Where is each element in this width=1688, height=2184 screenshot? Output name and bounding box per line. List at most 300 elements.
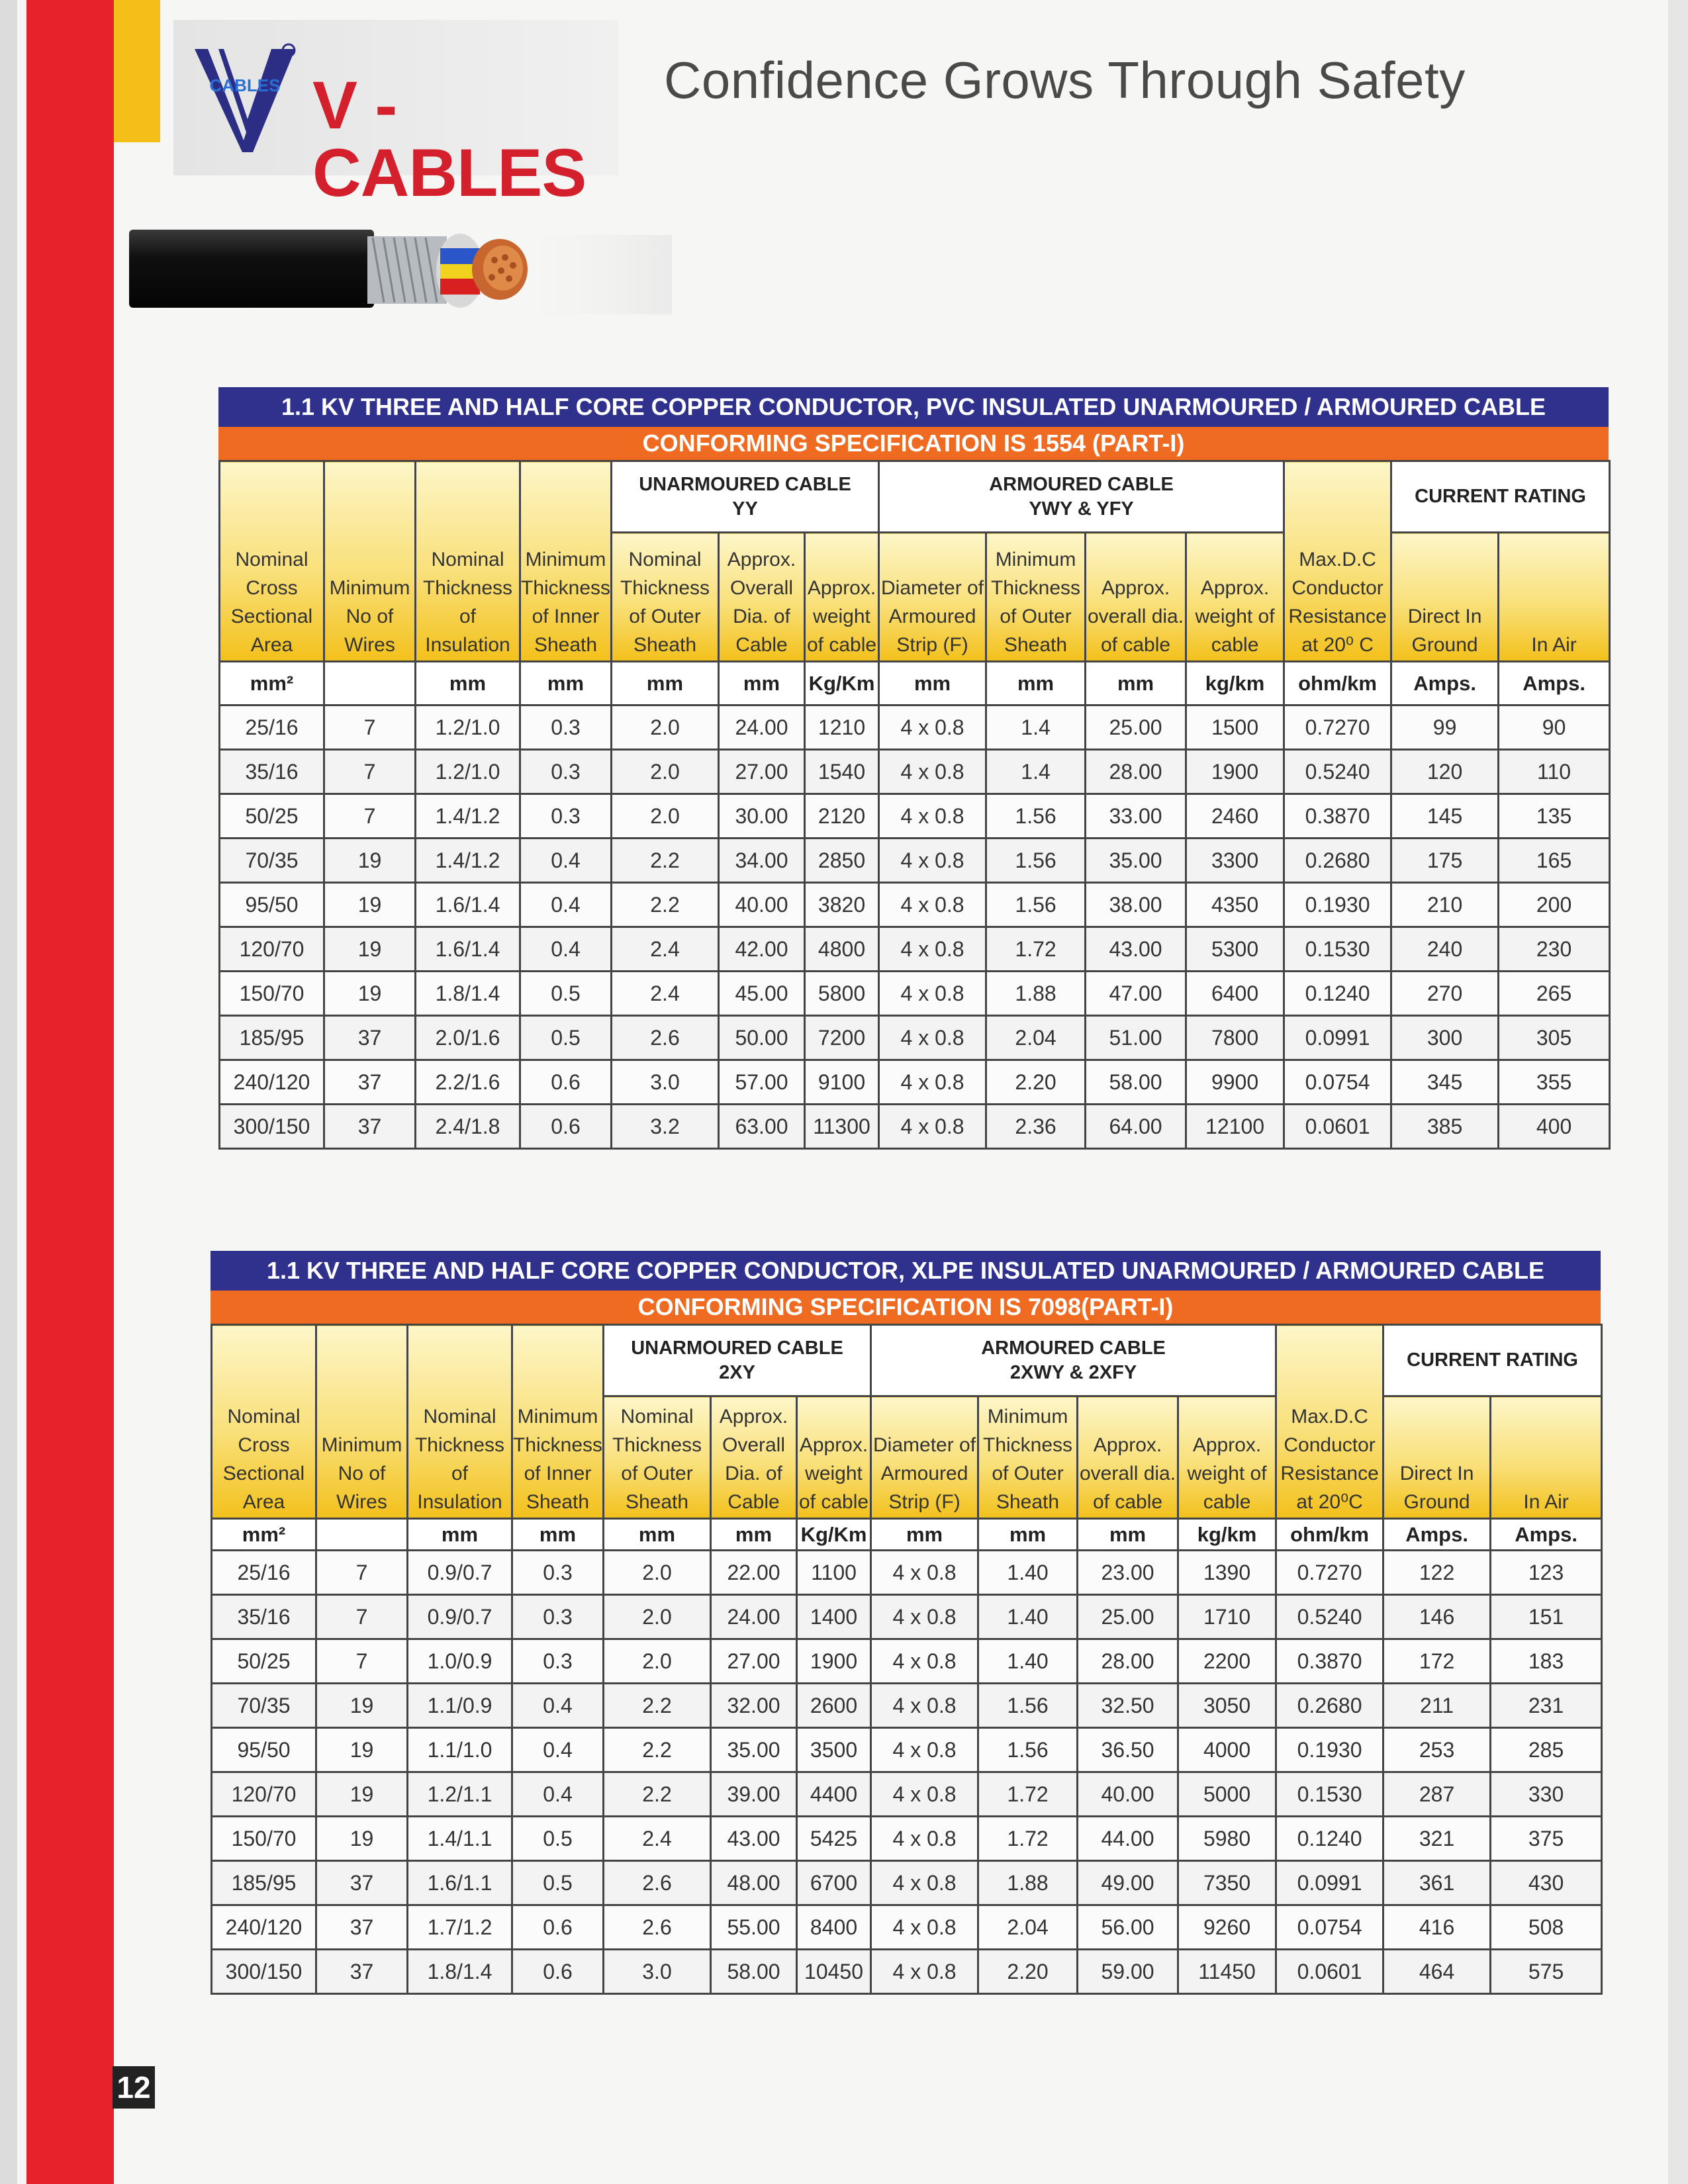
xlpe-table-subtitle: CONFORMING SPECIFICATION IS 7098(PART-I) [211,1291,1601,1324]
table-cell: 2.20 [978,1950,1078,1994]
table-cell: 4 x 0.8 [871,1595,978,1639]
table-cell: 2120 [805,794,879,839]
table-cell: 0.1240 [1276,1817,1383,1861]
table-cell: 375 [1491,1817,1602,1861]
table-cell: 24.00 [711,1595,797,1639]
table-cell: 7 [324,705,416,750]
col-header-line: of cable [806,634,877,656]
table-cell: 1.8/1.4 [416,972,520,1016]
table-cell: 6400 [1186,972,1284,1016]
table-cell: 0.3 [512,1551,604,1595]
table-cell: 2850 [805,839,879,883]
table-row [220,750,1610,794]
col-header-line: Approx. [807,577,876,599]
unit-cell: mm [986,662,1086,705]
table-cell: 22.00 [711,1551,797,1595]
col-header [879,533,986,662]
col-header-line: Max.D.C [1299,549,1376,570]
table-cell: 6700 [797,1861,871,1905]
col-header-line: Sheath [996,1491,1060,1513]
col-header-line: Cross [238,1434,290,1456]
col-header-line: Nominal [227,1406,301,1428]
table-cell: 2.0 [612,750,719,794]
table-cell: 34.00 [719,839,805,883]
col-header-line: Thickness [612,1434,702,1456]
table-cell: 1.72 [978,1772,1078,1817]
table-cell: 1.2/1.0 [416,705,520,750]
table-cell: 1.4/1.1 [408,1817,512,1861]
group-header-armoured: ARMOURED CABLE 2XWY & 2XFY [871,1325,1276,1396]
table-cell: 19 [316,1684,408,1728]
col-header-line: Sheath [1004,634,1068,656]
table-cell: 1100 [797,1551,871,1595]
table-cell: 0.0601 [1284,1105,1391,1149]
table-cell: 7 [316,1595,408,1639]
group-header-unarmoured: UNARMOURED CABLE YY [612,461,879,533]
unit-cell: ohm/km [1284,662,1391,705]
table-cell: 4 x 0.8 [879,1016,986,1060]
table-cell: 50/25 [212,1639,316,1684]
table-cell: 24.00 [719,705,805,750]
table-cell: 135 [1499,794,1610,839]
table-cell: 25.00 [1078,1595,1178,1639]
table-cell: 120/70 [220,927,324,972]
group-header-current-rating: CURRENT RATING [1391,461,1610,533]
col-header-line: Minimum [995,549,1076,570]
unit-cell: Amps. [1391,662,1499,705]
table-cell: 4400 [797,1772,871,1817]
table-cell: 1540 [805,750,879,794]
table-cell: 1.56 [986,839,1086,883]
unit-cell [316,1519,408,1551]
table-cell: 1.0/0.9 [408,1639,512,1684]
col-header-line: overall dia. [1079,1463,1176,1484]
unit-cell: mm [879,662,986,705]
table-cell: 35/16 [220,750,324,794]
col-header-line: Max.D.C [1291,1406,1368,1428]
table-cell: 4 x 0.8 [879,972,986,1016]
table-cell: 2.2 [612,883,719,927]
table-cell: 3.0 [604,1950,711,1994]
table-cell: 4 x 0.8 [871,1772,978,1817]
table-cell: 2.0 [612,705,719,750]
table-cell: 0.1930 [1284,883,1391,927]
xlpe-spec-table [211,1324,1603,1995]
table-cell: 2460 [1186,794,1284,839]
table-cell: 2.2 [612,839,719,883]
table-cell: 23.00 [1078,1551,1178,1595]
col-header [408,1325,512,1519]
table-cell: 1900 [1186,750,1284,794]
col-header-line: cable [1211,634,1259,656]
table-cell: 321 [1383,1817,1491,1861]
table-cell: 185/95 [220,1016,324,1060]
table-cell: 1.6/1.1 [408,1861,512,1905]
table-cell: 0.1240 [1284,972,1391,1016]
unit-cell: mm [1078,1519,1178,1551]
col-header [324,461,416,662]
table-cell: 355 [1499,1060,1610,1105]
table-cell: 2.0 [604,1639,711,1684]
table-cell: 4 x 0.8 [879,883,986,927]
unit-cell: mm [871,1519,978,1551]
col-header-line: Diameter of [873,1434,976,1456]
pvc-table-title: 1.1 KV THREE AND HALF CORE COPPER CONDUCTOR, PVC INSULATED UNARMOURED / ARMOURED CABLE [218,387,1609,427]
col-header [316,1325,408,1519]
table-cell: 4 x 0.8 [879,1105,986,1149]
group-header-unarmoured: UNARMOURED CABLE 2XY [604,1325,871,1396]
col-header-line: Diameter of [881,577,984,599]
table-cell: 7 [324,794,416,839]
table-cell: 1390 [1178,1551,1276,1595]
table-cell: 285 [1491,1728,1602,1772]
table-cell: 0.0991 [1276,1861,1383,1905]
table-cell: 42.00 [719,927,805,972]
col-header [1499,533,1610,662]
table-cell: 430 [1491,1861,1602,1905]
table-cell: 1.56 [986,794,1086,839]
table-cell: 1900 [797,1639,871,1684]
table-cell: 1.1/1.0 [408,1728,512,1772]
table-cell: 0.3870 [1284,794,1391,839]
unit-cell: mm [719,662,805,705]
col-header-line: Sheath [526,1491,590,1513]
table-cell: 287 [1383,1772,1491,1817]
table-cell: 2.0 [604,1595,711,1639]
table-cell: 464 [1383,1950,1491,1994]
unit-cell: Kg/Km [797,1519,871,1551]
table-cell: 2.6 [604,1861,711,1905]
col-header [711,1396,797,1519]
col-header-line: Minimum [525,549,606,570]
table-cell: 38.00 [1086,883,1186,927]
table-cell: 0.0754 [1284,1060,1391,1105]
col-header-line: at 20⁰C [1296,1491,1363,1513]
table-cell: 1.7/1.2 [408,1905,512,1950]
col-header-line: No of [346,606,394,627]
table-cell: 240/120 [220,1060,324,1105]
table-cell: 4 x 0.8 [871,1684,978,1728]
table-cell: 122 [1383,1551,1491,1595]
table-cell: 4 x 0.8 [871,1639,978,1684]
col-header-line: of Outer [621,1463,693,1484]
col-header [1383,1396,1491,1519]
table-cell: 25/16 [212,1551,316,1595]
col-header-line: of cable [1100,634,1171,656]
table-cell: 200 [1499,883,1610,927]
table-cell: 37 [324,1105,416,1149]
col-header [978,1396,1078,1519]
table-row [212,1684,1602,1728]
table-cell: 4 x 0.8 [879,705,986,750]
table-cell: 51.00 [1086,1016,1186,1060]
table-cell: 35.00 [1086,839,1186,883]
table-cell: 3.0 [612,1060,719,1105]
table-row [212,1905,1602,1950]
table-cell: 2.4 [612,972,719,1016]
table-cell: 1.40 [978,1551,1078,1595]
table-cell: 4 x 0.8 [871,1728,978,1772]
col-header-line: Dia. of [733,606,790,627]
col-header-line: Nominal [628,549,702,570]
table-cell: 0.5 [512,1817,604,1861]
col-header [1276,1325,1383,1519]
col-header-line: at 20⁰ C [1301,634,1374,656]
col-header-line: of [451,1463,469,1484]
table-cell: 28.00 [1086,750,1186,794]
table-row [220,972,1610,1016]
table-row [220,1060,1610,1105]
table-cell: 3820 [805,883,879,927]
pvc-table-subtitle: CONFORMING SPECIFICATION IS 1554 (PART-I) [218,427,1609,460]
table-cell: 4 x 0.8 [871,1817,978,1861]
table-cell: 2.2 [604,1728,711,1772]
table-cell: 0.5240 [1276,1595,1383,1639]
unit-cell: mm [1086,662,1186,705]
col-header-line: Approx. [727,549,796,570]
table-cell: 99 [1391,705,1499,750]
unit-cell: ohm/km [1276,1519,1383,1551]
col-header [719,533,805,662]
col-header [1078,1396,1178,1519]
col-header-line: Thickness [414,1434,505,1456]
table-cell: 1400 [797,1595,871,1639]
table-cell: 43.00 [711,1817,797,1861]
table-cell: 2.2/1.6 [416,1060,520,1105]
col-header-line: In Air [1531,634,1577,656]
table-cell: 37 [316,1950,408,1994]
table-cell: 0.7270 [1276,1551,1383,1595]
table-cell: 32.00 [711,1684,797,1728]
table-cell: 0.5 [512,1861,604,1905]
table-cell: 4 x 0.8 [871,1905,978,1950]
col-header-line: cable [1203,1491,1251,1513]
table-row [220,927,1610,972]
col-header-line: Area [242,1491,285,1513]
col-header-line: Thickness [983,1434,1073,1456]
table-cell: 9100 [805,1060,879,1105]
col-header-line: Thickness [620,577,710,599]
col-header-line: Cable [735,634,788,656]
table-cell: 400 [1499,1105,1610,1149]
table-cell: 5300 [1186,927,1284,972]
unit-cell: mm [612,662,719,705]
table-cell: 120 [1391,750,1499,794]
table-cell: 0.2680 [1284,839,1391,883]
table-cell: 0.3870 [1276,1639,1383,1684]
col-header-line: of Outer [629,606,701,627]
table-row [212,1551,1602,1595]
col-header-line: Sectional [230,606,313,627]
col-header [1178,1396,1276,1519]
table-cell: 33.00 [1086,794,1186,839]
table-cell: 0.4 [512,1772,604,1817]
table-cell: 4 x 0.8 [879,750,986,794]
col-header [805,533,879,662]
table-cell: 7350 [1178,1861,1276,1905]
unit-cell: kg/km [1178,1519,1276,1551]
tagline: Confidence Grows Through Safety [664,51,1466,109]
table-cell: 4 x 0.8 [879,839,986,883]
col-header-line: Dia. of [725,1463,782,1484]
table-cell: 5425 [797,1817,871,1861]
col-header [797,1396,871,1519]
col-header-line: Direct In [1399,1463,1474,1484]
xlpe-table-title: 1.1 KV THREE AND HALF CORE COPPER CONDUCTOR, XLPE INSULATED UNARMOURED / ARMOURED CABLE [211,1251,1601,1291]
table-cell: 19 [324,927,416,972]
table-cell: 120/70 [212,1772,316,1817]
table-cell: 1.4/1.2 [416,839,520,883]
unit-cell: mm² [220,662,324,705]
table-cell: 3300 [1186,839,1284,883]
table-cell: 1.1/0.9 [408,1684,512,1728]
table-cell: 58.00 [711,1950,797,1994]
col-header-line: Minimum [321,1434,402,1456]
table-cell: 7 [324,750,416,794]
table-cell: 2600 [797,1684,871,1728]
col-header-line: Approx. [1101,577,1170,599]
table-cell: 50/25 [220,794,324,839]
col-header-line: Nominal [620,1406,694,1428]
table-cell: 0.6 [512,1905,604,1950]
unit-cell: kg/km [1186,662,1284,705]
col-header-line: of Outer [1000,606,1072,627]
table-cell: 4350 [1186,883,1284,927]
table-cell: 270 [1391,972,1499,1016]
group-header-armoured: ARMOURED CABLE YWY & YFY [879,461,1284,533]
table-cell: 150/70 [220,972,324,1016]
table-cell: 1.6/1.4 [416,927,520,972]
col-header-line: weight [813,606,870,627]
table-row [212,1861,1602,1905]
table-cell: 5980 [1178,1817,1276,1861]
table-cell: 4 x 0.8 [879,794,986,839]
col-header [1284,461,1391,662]
table-cell: 45.00 [719,972,805,1016]
table-cell: 240/120 [212,1905,316,1950]
table-cell: 2.0 [604,1551,711,1595]
col-header-line: Insulation [417,1491,502,1513]
table-cell: 37 [324,1060,416,1105]
table-cell: 345 [1391,1060,1499,1105]
table-cell: 11300 [805,1105,879,1149]
col-header-line: In Air [1523,1491,1569,1513]
red-side-band [26,0,114,2184]
col-header-line: of Inner [532,606,600,627]
col-header-line: of Outer [992,1463,1064,1484]
col-header [1186,533,1284,662]
table-cell: 145 [1391,794,1499,839]
table-cell: 1.2/1.0 [416,750,520,794]
col-header-line: Thickness [521,577,611,599]
table-cell: 0.4 [520,927,612,972]
col-header-line: Thickness [422,577,513,599]
table-cell: 1.56 [978,1684,1078,1728]
table-cell: 7 [316,1551,408,1595]
table-cell: 0.4 [520,883,612,927]
table-cell: 0.6 [512,1950,604,1994]
col-header [604,1396,711,1519]
table-cell: 4800 [805,927,879,972]
table-cell: 32.50 [1078,1684,1178,1728]
table-cell: 8400 [797,1905,871,1950]
unit-cell: Amps. [1383,1519,1491,1551]
table-cell: 30.00 [719,794,805,839]
col-header-line: Minimum [329,577,410,599]
table-cell: 25.00 [1086,705,1186,750]
unit-cell: mm [416,662,520,705]
col-header-line: Approx. [1200,577,1270,599]
table-cell: 165 [1499,839,1610,883]
table-cell: 231 [1491,1684,1602,1728]
unit-cell: Kg/Km [805,662,879,705]
table-cell: 4 x 0.8 [871,1950,978,1994]
col-header-line: Sheath [633,634,697,656]
table-cell: 37 [316,1861,408,1905]
col-header-line: Armoured [880,1463,968,1484]
table-cell: 0.0754 [1276,1905,1383,1950]
table-cell: 0.5240 [1284,750,1391,794]
table-cell: 2.4/1.8 [416,1105,520,1149]
unit-cell: Amps. [1491,1519,1602,1551]
table-cell: 265 [1499,972,1610,1016]
table-cell: 25/16 [220,705,324,750]
col-header-line: Sectional [222,1463,305,1484]
col-header-line: Overall [729,577,794,599]
table-cell: 43.00 [1086,927,1186,972]
table-cell: 575 [1491,1950,1602,1994]
table-cell: 4 x 0.8 [871,1551,978,1595]
col-header [1491,1396,1602,1519]
table-cell: 0.5 [520,1016,612,1060]
page-edge-right [1668,0,1688,2184]
col-header-line: Overall [722,1434,786,1456]
col-header-line: Wires [344,634,395,656]
col-header-line: Ground [1403,1491,1470,1513]
table-cell: 0.4 [520,839,612,883]
table-cell: 0.4 [512,1684,604,1728]
table-row [212,1728,1602,1772]
table-cell: 58.00 [1086,1060,1186,1105]
table-row [220,705,1610,750]
table-cell: 70/35 [212,1684,316,1728]
table-cell: 19 [324,972,416,1016]
table-cell: 35/16 [212,1595,316,1639]
col-header-line: overall dia. [1087,606,1184,627]
table-cell: 2.6 [612,1016,719,1060]
table-cell: 1.4 [986,750,1086,794]
col-header [512,1325,604,1519]
table-cell: 2.0/1.6 [416,1016,520,1060]
unit-cell: mm [408,1519,512,1551]
table-cell: 2.4 [604,1817,711,1861]
table-row [220,1016,1610,1060]
table-cell: 1.72 [978,1817,1078,1861]
table-cell: 0.3 [520,794,612,839]
table-row [212,1772,1602,1817]
table-cell: 27.00 [711,1639,797,1684]
pvc-spec-table [218,460,1611,1150]
table-cell: 172 [1383,1639,1491,1684]
table-cell: 9260 [1178,1905,1276,1950]
table-cell: 0.3 [520,750,612,794]
col-header-line: Nominal [431,549,504,570]
logo-text: V - CABLES [312,68,586,210]
table-cell: 1710 [1178,1595,1276,1639]
table-cell: 2.04 [986,1016,1086,1060]
table-cell: 2.20 [986,1060,1086,1105]
col-header-line: Resistance [1288,606,1387,627]
